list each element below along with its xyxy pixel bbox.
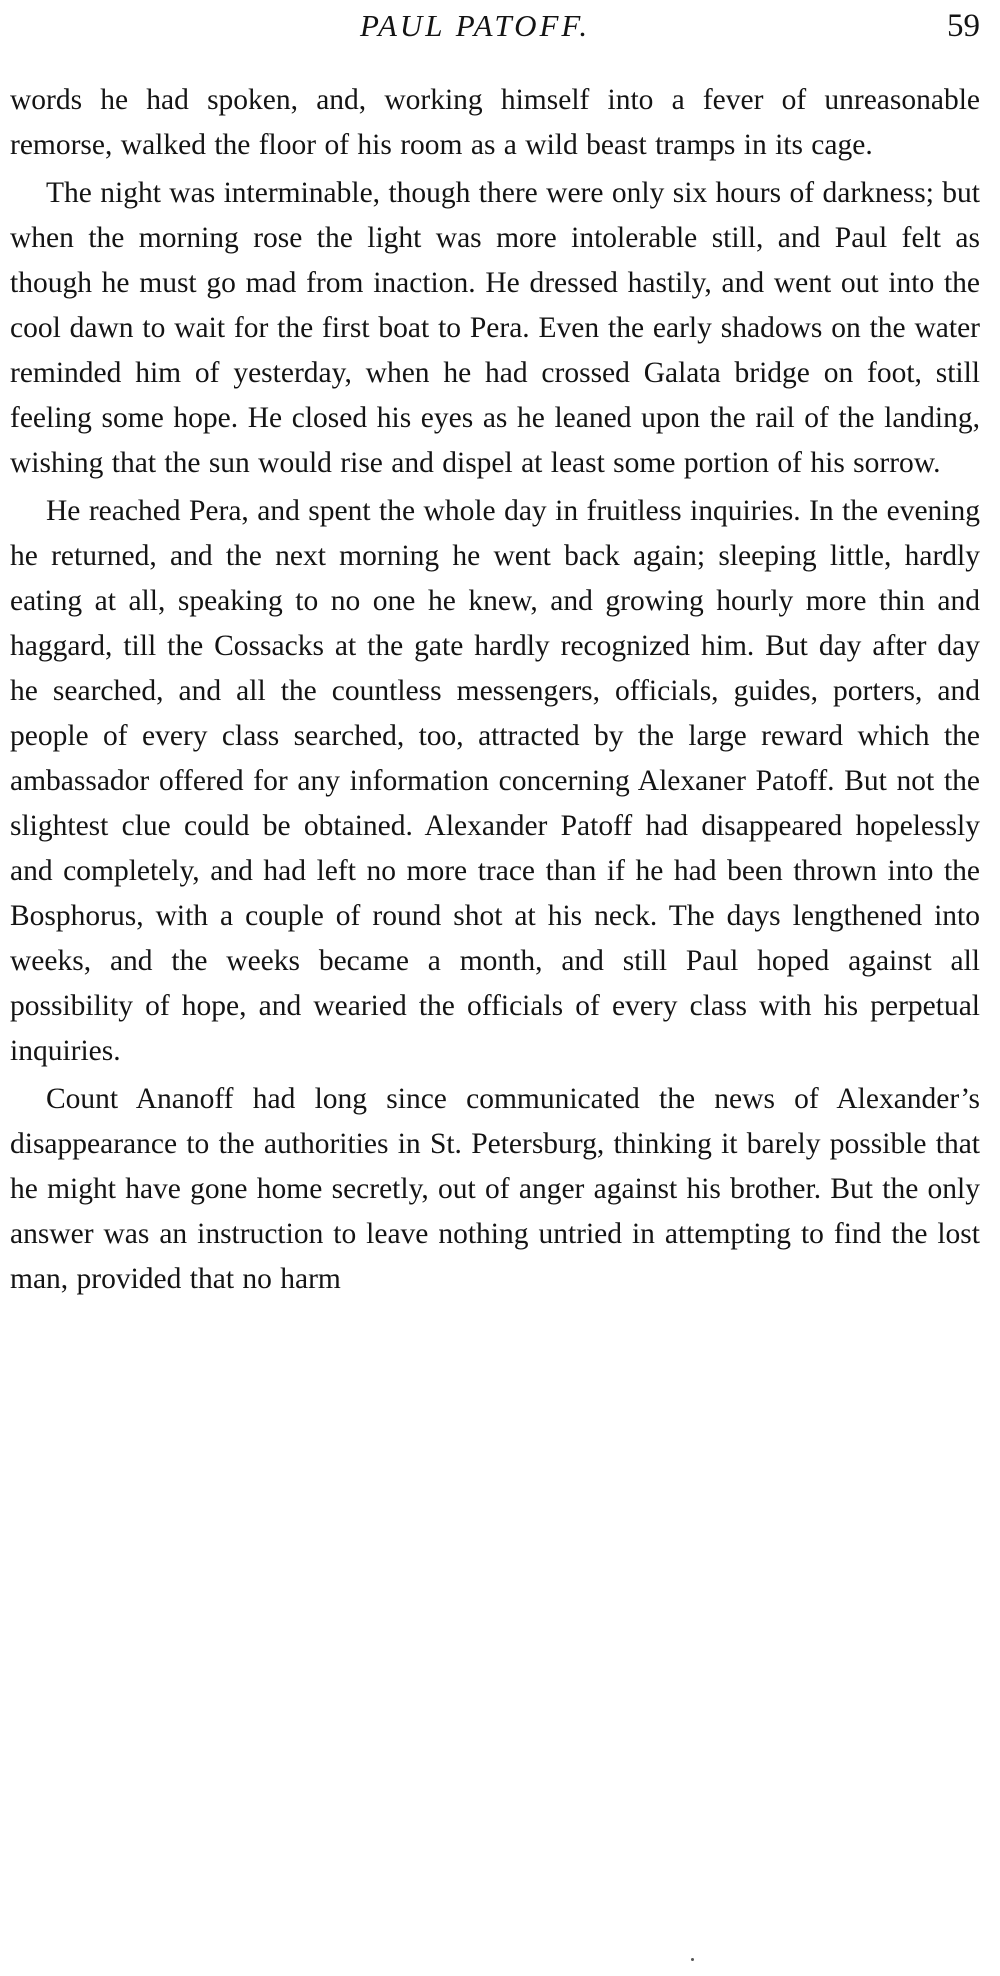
running-title: PAUL PATOFF. — [360, 8, 591, 43]
running-head — [10, 0, 980, 60]
page-number: 59 — [947, 8, 980, 44]
paragraph: The night was interminable, though there were only six hours of darkness; but when the morning rose the light was more intolerable still, and Paul felt as though he must go mad from inaction. He dressed hastily, and went out into the cool dawn to wait for the first boat to Pera. Even the early shadows on the water reminded him of yesterday, when he had crossed Galata bridge on foot, still feeling some hope. He closed his eyes as he leaned upon the rail of the landing, wishing that the sun would rise and dispel at least some portion of his sorrow. — [10, 177, 980, 479]
body-text — [10, 78, 980, 1305]
print-speck — [691, 1958, 694, 1961]
paragraph: Count Ananoff had long since communicated the news of Alexander’s disappearance to the authorities in St. Petersburg, thinking it barely possible that he might have gone home secretly, out of anger against his brother. But the only answer was an instruction to leave nothing untried in attempting to find the lost man, provided that no harm — [10, 1083, 980, 1295]
paragraph-continued: words he had spoken, and, working himself into a fever of unreasonable remorse, walked the floor of his room as a wild beast tramps in its cage. — [10, 84, 980, 161]
paragraph: He reached Pera, and spent the whole day in fruitless inquiries. In the evening he returned, and the next morning he went back again; sleeping little, hardly eating at all, speaking to no one he knew, and growing hourly more thin and haggard, till the Cossacks at the gate hardly recognized him. But day after day he searched, and all the countless messengers, officials, guides, porters, and people of every class searched, too, attracted by the large reward which the ambassador offered for any information concerning Alexaner Patoff. But not the slightest clue could be obtained. Alexander Patoff had disappeared hopelessly and completely, and had left no more trace than if he had been thrown into the Bosphorus, with a couple of round shot at his neck. The days lengthened into weeks, and the weeks became a month, and still Paul hoped against all possibility of hope, and wearied the officials of every class with his perpetual inquiries. — [10, 495, 980, 1067]
